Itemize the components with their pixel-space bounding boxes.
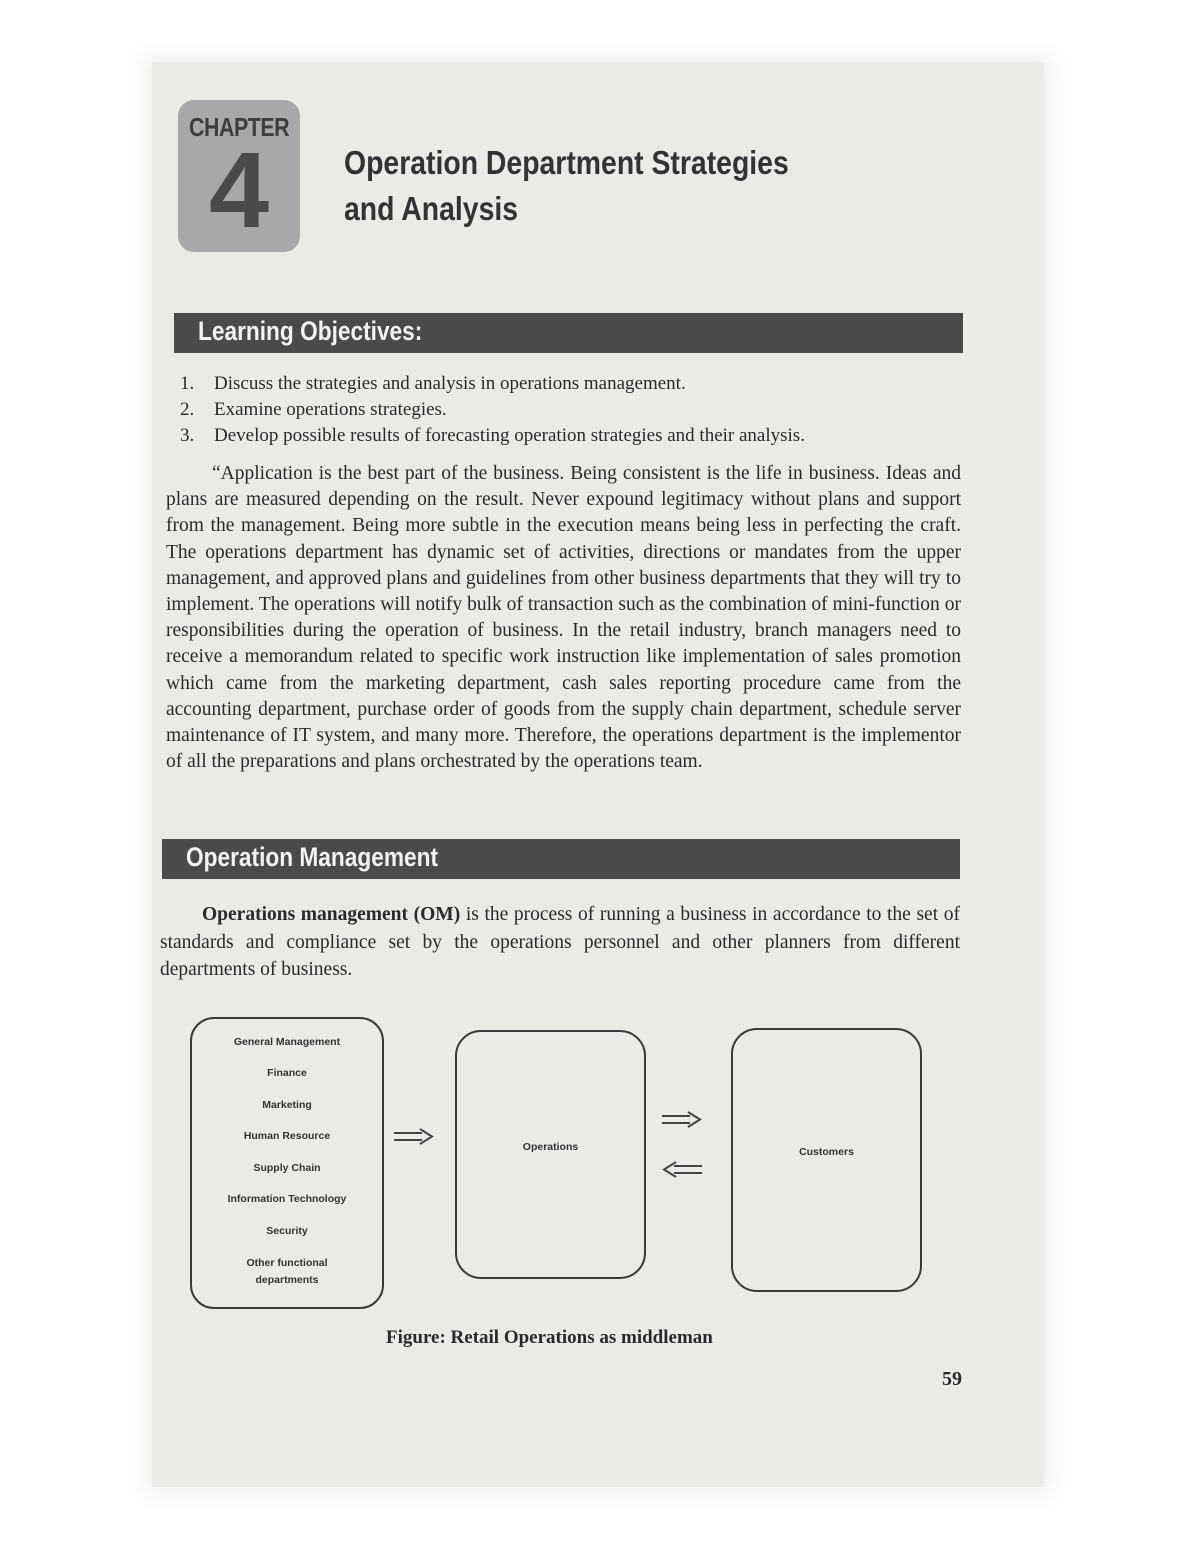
figure-caption: Figure: Retail Operations as middleman — [386, 1327, 713, 1348]
department-label: Finance — [267, 1067, 307, 1079]
om-definition-paragraph — [160, 901, 960, 984]
department-label: Human Resource — [243, 1130, 331, 1142]
objective-text: Examine operations strategies. — [214, 399, 447, 420]
department-label: General Management — [233, 1036, 341, 1048]
chapter-title — [344, 140, 789, 232]
objective-text: Discuss the strategies and analysis in operations management. — [214, 373, 686, 394]
chapter-badge — [178, 100, 300, 252]
om-term: Operations management (OM) — [202, 904, 461, 925]
department-label: Supply Chain — [253, 1162, 321, 1174]
page-number: 59 — [942, 1368, 962, 1390]
operations-box — [455, 1030, 646, 1279]
department-label: departments — [255, 1274, 319, 1286]
objective-item — [180, 371, 940, 397]
objective-number: 1. — [180, 373, 195, 394]
chapter-number: 4 — [208, 129, 270, 250]
operations-label: Operations — [522, 1141, 579, 1153]
objective-text: Develop possible results of forecasting operation strategies and their analysis. — [214, 425, 805, 446]
intro-paragraph: “Application is the best part of the business. Being consistent is the life in business. Ideas and plans are measured depending on the result. Never expound legitimacy without plans and support from the management. Being more subtle in the execution means being less in perfecting the craft. The operations department has dynamic set of activities, directions or mandates from the upper management, and approved plans and guidelines from other business departments that they will try to implement. The operations will notify bulk of transaction such as the combination of mini-function or responsibilities during the operation of business. In the retail industry, branch managers need to receive a memorandum related to specific work instruction like implementation of sales promotion which came from the marketing department, cash sales reporting procedure came from the accounting department, purchase order of goods from the supply chain department, schedule server maintenance of IT system, and many more. Therefore, the operations department is the implementor of all the preparations and plans orchestrated by the operations team. — [166, 463, 961, 773]
department-label: Information Technology — [227, 1193, 347, 1205]
learning-objectives-banner — [174, 313, 963, 353]
learning-objectives-heading: Learning Objectives: — [198, 316, 423, 346]
chapter-title-line-1: Operation Department Strategies — [344, 144, 789, 181]
double-arrow-left-icon — [660, 1160, 704, 1180]
objective-number: 3. — [180, 425, 195, 446]
chapter-word: CHAPTER — [188, 112, 290, 142]
department-label: Marketing — [262, 1099, 312, 1111]
chapter-title-line-2: and Analysis — [344, 190, 519, 227]
operation-management-banner — [162, 839, 960, 879]
objectives-list — [180, 371, 940, 449]
om-definition-text: is the process of running a business in accordance to the set of standards and compliance set by the operations personnel and other planners from different departments of business. — [160, 904, 960, 980]
operation-management-heading: Operation Management — [186, 842, 439, 872]
double-arrow-right-icon — [392, 1127, 436, 1147]
objective-number: 2. — [180, 399, 195, 420]
double-arrow-right-icon — [660, 1110, 704, 1130]
department-label: Security — [266, 1225, 308, 1237]
objective-item — [180, 397, 940, 423]
departments-box — [190, 1017, 384, 1309]
customers-box — [731, 1028, 922, 1292]
department-label: Other functional — [246, 1257, 328, 1269]
customers-label: Customers — [799, 1146, 854, 1158]
objective-item — [180, 423, 940, 449]
